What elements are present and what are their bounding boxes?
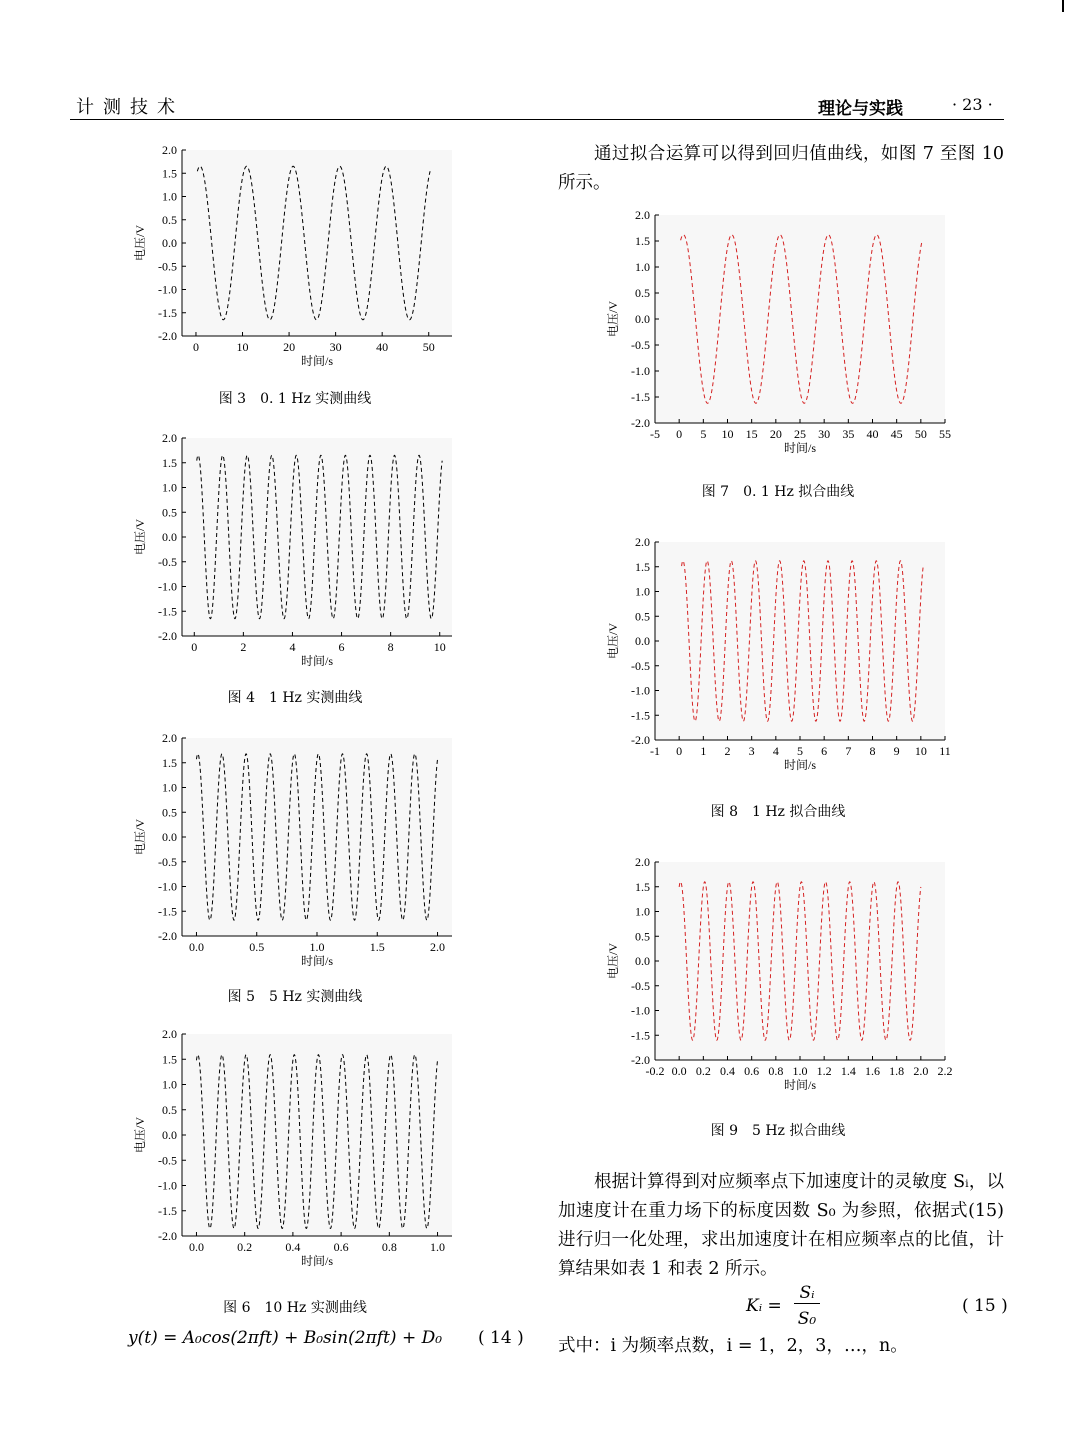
y-tick-label: 1.5	[635, 559, 650, 574]
y-tick-label: -0.5	[631, 978, 650, 993]
figure-6	[130, 1024, 460, 1280]
y-tick-label: 0.0	[162, 530, 177, 544]
x-tick-label: 8	[387, 640, 394, 654]
y-tick-label: -1.0	[631, 364, 650, 378]
plot-area	[655, 215, 945, 423]
y-tick-label: -2.0	[158, 629, 177, 643]
y-tick-label: 0.5	[635, 286, 650, 300]
y-tick-label: 0.5	[162, 1102, 177, 1117]
y-axis-label: 电压/V	[606, 622, 620, 660]
x-tick-label: 1.2	[816, 1064, 832, 1078]
x-tick-label: 5	[797, 744, 803, 758]
y-tick-label: -0.5	[158, 1153, 177, 1168]
y-tick-label: 2.0	[162, 143, 177, 157]
plot-area	[182, 150, 452, 336]
x-axis-label: 时间/s	[300, 654, 334, 668]
y-tick-label: -1.0	[158, 282, 177, 297]
x-tick-label: 0.8	[381, 1240, 397, 1254]
caption-fig7: 图 7 0. 1 Hz 拟合曲线	[701, 484, 855, 500]
x-tick-label: 0	[191, 640, 198, 654]
chart-fig5	[130, 728, 460, 980]
x-tick-label: 30	[818, 427, 831, 441]
x-tick-label: 1.0	[309, 940, 325, 954]
intro-paragraph: 通过拟合运算可以得到回归值曲线，如图 7 至图 10 所示。	[558, 144, 1004, 193]
x-tick-label: 30	[329, 340, 342, 354]
x-tick-label: 1.5	[369, 940, 385, 954]
x-tick-label: 0.5	[249, 940, 265, 954]
y-tick-label: -0.5	[158, 259, 177, 274]
section-title: 理论与实践	[818, 99, 903, 119]
y-tick-label: 0.5	[162, 212, 177, 227]
x-tick-label: 2	[724, 744, 731, 758]
x-tick-label: 10	[236, 340, 249, 354]
y-tick-label: 2.0	[162, 731, 177, 745]
x-tick-label: 0.4	[720, 1064, 735, 1078]
y-tick-label: 2.0	[635, 208, 650, 222]
y-tick-label: -1.5	[631, 708, 650, 723]
y-tick-label: -2.0	[631, 1053, 650, 1067]
y-tick-label: 0.5	[635, 609, 650, 624]
x-tick-label: 6	[338, 640, 345, 654]
y-tick-label: 0.5	[635, 929, 650, 944]
x-tick-label: 2.0	[913, 1064, 929, 1078]
x-tick-label: 45	[890, 427, 903, 441]
x-tick-label: 1.0	[792, 1064, 808, 1078]
x-tick-label: -0.2	[645, 1064, 665, 1078]
x-axis-label: 时间/s	[783, 758, 817, 772]
x-tick-label: 11	[939, 744, 951, 758]
y-tick-label: 1.0	[162, 780, 177, 795]
y-tick-label: -1.5	[158, 604, 177, 619]
y-tick-label: -2.0	[158, 329, 177, 343]
x-axis-label: 时间/s	[300, 354, 334, 368]
x-tick-label: 1.4	[840, 1064, 856, 1078]
y-tick-label: -1.0	[158, 879, 177, 894]
y-tick-label: 0.0	[162, 1128, 177, 1142]
x-tick-label: 15	[745, 427, 758, 441]
x-tick-label: 2	[240, 640, 247, 654]
y-tick-label: 2.0	[635, 855, 650, 869]
x-tick-label: 50	[914, 427, 927, 441]
x-tick-label: 1.0	[430, 1240, 446, 1254]
chart-fig8	[603, 532, 953, 784]
y-tick-label: -2.0	[631, 416, 650, 430]
x-tick-label: 5	[700, 427, 707, 441]
caption-fig3: 图 3 0. 1 Hz 实测曲线	[218, 391, 372, 407]
y-tick-label: -1.0	[158, 1178, 177, 1193]
x-tick-label: 1.8	[889, 1064, 905, 1078]
chart-fig7	[603, 205, 953, 467]
plot-area	[655, 542, 945, 740]
figure-9	[603, 852, 953, 1104]
x-tick-label: 0.0	[188, 940, 204, 954]
y-tick-label: -1.5	[158, 305, 177, 320]
chart-fig3	[130, 140, 460, 380]
x-tick-label: 1.6	[865, 1064, 880, 1078]
caption-fig8: 图 8 1 Hz 拟合曲线	[710, 804, 846, 820]
main-paragraph: 根据计算得到对应频率点下加速度计的灵敏度 Sᵢ，以加速度计在重力场下的标度因数 S₀ 为参照，依据式(15)进行归一化处理，求出加速度计在相应频率点的比值，计算结果如表 1 和表 2 所示。	[558, 1172, 1004, 1279]
x-tick-label: 4	[289, 640, 296, 654]
y-tick-label: 1.5	[162, 166, 177, 181]
x-tick-label: 8	[869, 744, 876, 758]
equation-15-denominator: S₀	[797, 1309, 817, 1329]
y-tick-label: 1.5	[162, 1052, 177, 1067]
y-tick-label: 1.5	[162, 755, 177, 770]
equation-15-numerator: Sᵢ	[794, 1283, 820, 1304]
journal-name: 计测技术	[76, 97, 184, 118]
y-tick-label: -1.5	[158, 1203, 177, 1218]
x-tick-label: 0.2	[695, 1064, 711, 1078]
y-tick-label: -1.0	[631, 683, 650, 698]
x-tick-label: 9	[893, 744, 900, 758]
x-axis-label: 时间/s	[300, 954, 334, 968]
x-tick-label: 25	[794, 427, 806, 441]
y-tick-label: 0.0	[635, 954, 650, 968]
x-tick-label: 10	[914, 744, 927, 758]
chart-fig9	[603, 852, 953, 1104]
x-tick-label: 2.0	[430, 940, 446, 954]
chart-fig6	[130, 1024, 460, 1280]
plot-area	[182, 438, 452, 636]
y-tick-label: -0.5	[158, 854, 177, 869]
figure-8	[603, 532, 953, 784]
y-tick-label: -0.5	[631, 338, 650, 352]
y-tick-label: 0.0	[162, 236, 177, 250]
y-tick-label: 1.0	[635, 260, 650, 274]
figure-3	[130, 140, 460, 380]
y-tick-label: -1.5	[631, 1028, 650, 1043]
equation-14-number: ( 14 )	[478, 1328, 524, 1348]
y-tick-label: -1.5	[158, 904, 177, 919]
x-tick-label: 0.6	[333, 1240, 349, 1254]
y-tick-label: 0.0	[635, 634, 650, 648]
y-tick-label: 1.0	[635, 904, 650, 919]
figure-5	[130, 728, 460, 980]
page-number: · 23 ·	[952, 95, 993, 114]
y-tick-label: 0.0	[162, 830, 177, 844]
y-axis-label: 电压/V	[133, 1116, 147, 1154]
x-tick-label: 50	[422, 340, 435, 354]
chart-fig4	[130, 428, 460, 680]
x-axis-label: 时间/s	[783, 441, 817, 455]
variable-definition: 式中：i 为频率点数，i = 1，2，3，…，n。	[558, 1336, 908, 1356]
y-axis-label: 电压/V	[606, 942, 620, 980]
y-tick-label: 1.5	[162, 455, 177, 470]
x-tick-label: 35	[842, 427, 855, 441]
y-tick-label: 1.0	[635, 584, 650, 599]
x-tick-label: 2.2	[937, 1064, 953, 1078]
x-tick-label: -1	[650, 744, 660, 758]
figure-7	[603, 205, 953, 467]
y-tick-label: 0.5	[162, 505, 177, 520]
x-tick-label: 0	[676, 744, 683, 758]
figure-4	[130, 428, 460, 680]
caption-fig6: 图 6 10 Hz 实测曲线	[223, 1300, 367, 1316]
x-tick-label: 40	[866, 427, 879, 441]
x-tick-label: 1	[700, 744, 707, 758]
y-tick-label: -1.0	[631, 1003, 650, 1018]
x-tick-label: 55	[939, 427, 951, 441]
y-tick-label: 2.0	[162, 431, 177, 445]
x-tick-label: 10	[433, 640, 446, 654]
y-tick-label: 0.5	[162, 805, 177, 820]
y-tick-label: 1.5	[635, 879, 650, 894]
x-axis-label: 时间/s	[300, 1254, 334, 1268]
caption-fig5: 图 5 5 Hz 实测曲线	[227, 989, 363, 1005]
x-tick-label: 0.0	[671, 1064, 687, 1078]
y-tick-label: 1.0	[162, 480, 177, 495]
y-axis-label: 电压/V	[606, 300, 620, 338]
caption-fig4: 图 4 1 Hz 实测曲线	[227, 690, 363, 706]
x-tick-label: 0.2	[237, 1240, 253, 1254]
y-axis-label: 电压/V	[133, 518, 147, 556]
x-tick-label: 0.6	[744, 1064, 760, 1078]
y-tick-label: 0.0	[635, 312, 650, 326]
y-tick-label: -0.5	[158, 554, 177, 569]
y-tick-label: 1.0	[162, 1077, 177, 1092]
y-tick-label: -2.0	[158, 929, 177, 943]
x-tick-label: 0.0	[188, 1240, 204, 1254]
x-tick-label: 40	[376, 340, 389, 354]
x-tick-label: 6	[821, 744, 828, 758]
x-tick-label: 0	[192, 340, 199, 354]
header-rule	[70, 119, 1004, 120]
y-tick-label: -2.0	[631, 733, 650, 747]
x-tick-label: 20	[283, 340, 296, 354]
y-axis-label: 电压/V	[133, 224, 147, 262]
x-tick-label: 0.4	[285, 1240, 301, 1254]
x-axis-label: 时间/s	[783, 1078, 817, 1092]
y-tick-label: 2.0	[162, 1027, 177, 1041]
y-tick-label: 2.0	[635, 535, 650, 549]
x-tick-label: 3	[748, 744, 755, 758]
plot-area	[182, 1034, 452, 1236]
y-tick-label: -2.0	[158, 1229, 177, 1243]
plot-area	[182, 738, 452, 936]
caption-fig9: 图 9 5 Hz 拟合曲线	[710, 1123, 846, 1139]
y-tick-label: -1.0	[158, 579, 177, 594]
equation-14: y(t) = A₀cos(2πft) + B₀sin(2πft) + D₀	[128, 1328, 443, 1348]
y-tick-label: 1.0	[162, 189, 177, 204]
y-tick-label: -1.5	[631, 390, 650, 404]
equation-15-number: ( 15 )	[962, 1296, 1008, 1316]
y-tick-label: 1.5	[635, 234, 650, 248]
x-tick-label: 7	[845, 744, 852, 758]
x-tick-label: -5	[650, 427, 660, 441]
y-tick-label: -0.5	[631, 658, 650, 673]
x-tick-label: 0	[676, 427, 683, 441]
plot-area	[655, 862, 945, 1060]
x-tick-label: 4	[772, 744, 779, 758]
x-tick-label: 0.8	[768, 1064, 784, 1078]
page-corner-mark	[1062, 0, 1064, 12]
equation-15-lhs: Kᵢ =	[746, 1296, 782, 1316]
x-tick-label: 10	[721, 427, 734, 441]
x-tick-label: 20	[769, 427, 782, 441]
y-axis-label: 电压/V	[133, 818, 147, 856]
